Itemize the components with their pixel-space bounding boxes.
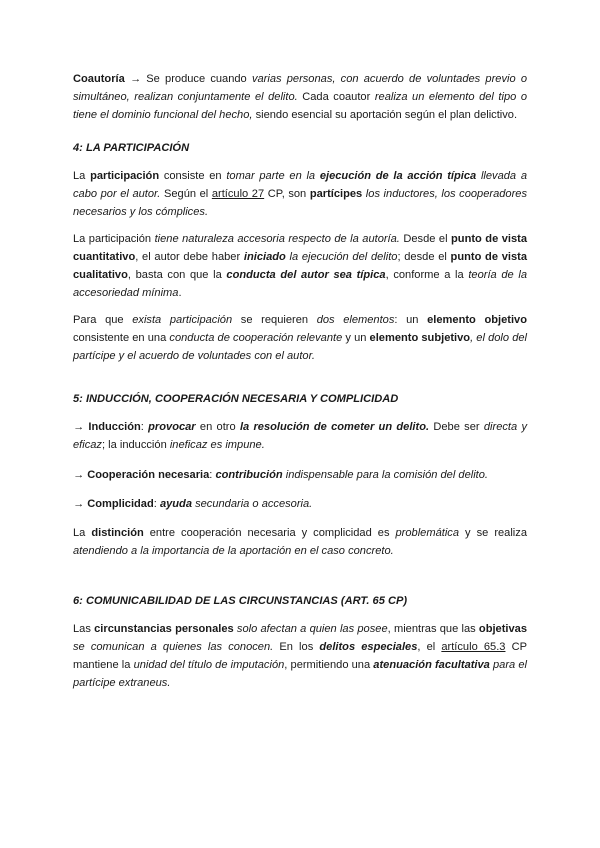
text-run: Cada coautor bbox=[297, 91, 375, 103]
text-run: directa y eficaz bbox=[73, 421, 527, 451]
arrow-icon: → bbox=[73, 498, 88, 510]
text-run: dos elementos bbox=[316, 314, 395, 326]
text-run: ; la inducción bbox=[101, 439, 170, 451]
reference-articulo-65-3: artículo 65.3 bbox=[441, 641, 506, 653]
text-run: : bbox=[140, 421, 149, 433]
text-run: : un bbox=[394, 314, 428, 326]
paragraph-elementos bbox=[73, 311, 527, 365]
text-run: Debe ser bbox=[429, 421, 484, 433]
text-run: , permitiendo una bbox=[284, 659, 374, 671]
text-run: secundaria o accesoria. bbox=[192, 498, 313, 510]
term-participes: partícipes bbox=[309, 188, 363, 200]
text-run: ; desde el bbox=[397, 251, 451, 263]
term-elemento-subjetivo: elemento subjetivo bbox=[369, 332, 471, 344]
paragraph-participacion-definition bbox=[73, 167, 527, 221]
text-run: ineficaz es impune. bbox=[169, 439, 265, 451]
text-run: solo afectan a quien las posee bbox=[233, 623, 388, 635]
term-ayuda: ayuda bbox=[159, 498, 192, 510]
paragraph-distincion bbox=[73, 524, 527, 560]
text-run: indispensable para la comisión del delito. bbox=[282, 469, 488, 481]
term-circunstancias-personales: circunstancias personales bbox=[94, 623, 234, 635]
text-run: varias personas, con acuerdo de voluntades previo o simultáneo, realizan conjuntamente el delito. bbox=[73, 73, 528, 103]
term-objetivas: objetivas bbox=[478, 623, 528, 635]
text-run: La bbox=[73, 170, 91, 182]
text-run: CP, son bbox=[264, 188, 310, 200]
text-run: conducta de cooperación relevante bbox=[169, 332, 343, 344]
text-run: la ejecución del delito bbox=[285, 251, 398, 263]
term-ejecucion-accion-tipica: ejecución de la acción típica bbox=[319, 170, 477, 182]
text-run: La participación bbox=[73, 233, 155, 245]
text-run: Desde el bbox=[399, 233, 452, 245]
term-participacion: participación bbox=[90, 170, 160, 182]
text-run: , el dolo del partícipe y el acuerdo de voluntades con el autor. bbox=[73, 332, 527, 362]
arrow-icon: → bbox=[73, 421, 89, 433]
paragraph-comunicabilidad bbox=[73, 620, 527, 692]
heading-section-6: 6: COMUNICABILIDAD DE LAS CIRCUNSTANCIAS (ART. 65 CP) bbox=[73, 595, 408, 607]
text-run: siendo esencial su aportación según el plan delictivo. bbox=[252, 109, 518, 121]
reference-articulo-27: artículo 27 bbox=[211, 188, 265, 200]
text-run: CP mantiene la bbox=[73, 641, 528, 671]
term-induccion: Inducción bbox=[88, 421, 141, 433]
text-run: para el partícipe extraneus. bbox=[73, 659, 527, 689]
text-run: y un bbox=[342, 332, 370, 344]
text-run: consiste en bbox=[159, 170, 227, 182]
term-delitos-especiales: delitos especiales bbox=[319, 641, 418, 653]
text-run: Las bbox=[73, 623, 95, 635]
text-run: teoría de la accesoriedad mínima bbox=[73, 269, 527, 299]
text-run: y se realiza bbox=[459, 527, 527, 539]
text-run: → Se produce cuando bbox=[124, 73, 252, 85]
term-distincion: distinción bbox=[91, 527, 144, 539]
text-run: En los bbox=[273, 641, 320, 653]
text-run: , mientras que las bbox=[387, 623, 479, 635]
term-conducta-autor-tipica: conducta del autor sea típica bbox=[226, 269, 386, 281]
text-run: , el bbox=[417, 641, 442, 653]
text-run: consistente en una bbox=[73, 332, 170, 344]
paragraph-coautoria bbox=[73, 70, 527, 124]
text-run: : bbox=[153, 498, 160, 510]
text-run: se requieren bbox=[232, 314, 317, 326]
term-resolucion-cometer-delito: la resolución de cometer un delito. bbox=[239, 421, 430, 433]
text-run: tiene naturaleza accesoria respecto de la autoría. bbox=[154, 233, 400, 245]
paragraph-accesoriedad bbox=[73, 230, 527, 302]
term-punto-vista-cuantitativo: punto de vista cuantitativo bbox=[73, 233, 528, 263]
paragraph-induccion bbox=[73, 418, 527, 454]
term-contribucion: contribución bbox=[215, 469, 283, 481]
text-run: atendiendo a la importancia de la aportación en el caso concreto. bbox=[73, 545, 394, 557]
term-cooperacion-necesaria: Cooperación necesaria bbox=[87, 469, 210, 481]
term-complicidad: Complicidad bbox=[87, 498, 154, 510]
text-run: los inductores, los cooperadores necesarios y los cómplices. bbox=[73, 188, 527, 218]
text-run: problemática bbox=[395, 527, 460, 539]
text-run: . bbox=[178, 287, 182, 299]
text-run: unidad del título de imputación bbox=[133, 659, 285, 671]
text-run: realiza un elemento del tipo o tiene el dominio funcional del hecho, bbox=[73, 91, 527, 121]
paragraph-cooperacion-necesaria bbox=[73, 466, 527, 484]
heading-section-5: 5: INDUCCIÓN, COOPERACIÓN NECESARIA Y COMPLICIDAD bbox=[73, 393, 399, 405]
text-run: entre cooperación necesaria y complicidad es bbox=[143, 527, 396, 539]
text-run: , el autor debe haber bbox=[135, 251, 244, 263]
text-run: La bbox=[73, 527, 92, 539]
term-punto-vista-cualitativo: punto de vista cualitativo bbox=[73, 251, 527, 281]
text-run: en otro bbox=[195, 421, 240, 433]
text-run: llevada a cabo por el autor. bbox=[73, 170, 527, 200]
text-run: Para que bbox=[73, 314, 133, 326]
heading-section-4: 4: LA PARTICIPACIÓN bbox=[73, 142, 190, 154]
text-run: , conforme a la bbox=[385, 269, 469, 281]
term-atenuacion-facultativa: atenuación facultativa bbox=[373, 659, 490, 671]
text-run: exista participación bbox=[132, 314, 233, 326]
term-elemento-objetivo: elemento objetivo bbox=[427, 314, 527, 326]
text-run: : bbox=[209, 469, 216, 481]
text-run: tomar parte en la bbox=[226, 170, 320, 182]
term-provocar: provocar bbox=[148, 421, 196, 433]
arrow-icon: → bbox=[73, 469, 88, 481]
term-iniciado: iniciado bbox=[243, 251, 286, 263]
text-run: , basta con que la bbox=[127, 269, 227, 281]
text-run: se comunican a quienes las conocen. bbox=[73, 641, 274, 653]
term-coautoria: Coautoría bbox=[73, 73, 125, 85]
text-run: Según el bbox=[160, 188, 212, 200]
paragraph-complicidad bbox=[73, 495, 527, 513]
